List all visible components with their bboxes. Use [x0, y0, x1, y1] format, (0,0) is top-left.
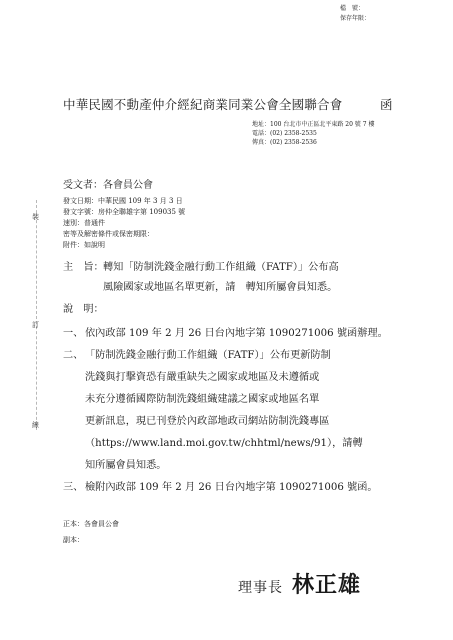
- binding-mark-bind: 裝: [32, 213, 39, 221]
- item-line: 「防制洗錢金融行動工作組織（FATF）」公布更新防制: [85, 350, 331, 361]
- document-number: 發文字號：房仲全聯雄字第 109035 號: [63, 208, 186, 216]
- item-line: （https://www.land.moi.gov.tw/chhtml/news/91），請轉: [85, 438, 363, 449]
- org-address: 地址：100 台北市中正區北平東路 20 號 7 樓: [252, 121, 375, 128]
- org-fax: 傳真：(02) 2358-2536: [252, 139, 317, 146]
- subject-line: 風險國家或地區名單更新，請 轉知所屬會員知悉。: [103, 282, 338, 293]
- binding-mark-staple: 訂: [32, 321, 39, 329]
- item-number: 一、: [63, 328, 84, 339]
- subject-label: 主 旨：: [63, 262, 104, 273]
- organization-title: 中華民國不動產仲介經紀商業同業公會全國聯合會: [63, 97, 343, 112]
- original-recipients: 正本：各會員公會: [63, 520, 119, 528]
- retention-period-label: 保存年限：: [340, 15, 371, 22]
- file-number-label: 檔 號：: [340, 5, 365, 12]
- document-type: 函: [380, 97, 393, 112]
- binding-line: [36, 200, 37, 430]
- subject-line: 轉知「防制洗錢金融行動工作組織（FATF）」公布高: [103, 262, 339, 273]
- security-level: 密等及解密條件或保密期限：: [63, 230, 154, 238]
- signature-name: 林正雄: [292, 573, 362, 598]
- recipient: 受文者：各會員公會: [63, 180, 153, 191]
- signature-title: 理事長: [238, 580, 283, 596]
- item-line: 依內政部 109 年 2 月 26 日台內地字第 1090271006 號函辦理。: [85, 328, 388, 339]
- item-number: 二、: [63, 350, 84, 361]
- item-line: 檢附內政部 109 年 2 月 26 日台內地字第 1090271006 號函。: [85, 482, 378, 493]
- item-line: 洗錢與打擊資恐有嚴重缺失之國家或地區及未遵循或: [85, 372, 320, 383]
- explanation-label: 說 明：: [63, 304, 104, 315]
- item-line: 知所屬會員知悉。: [85, 460, 167, 471]
- attachment: 附件：如說明: [63, 241, 105, 249]
- item-line: 未充分遵循國際防制洗錢組織建議之國家或地區名單: [85, 394, 320, 405]
- org-phone: 電話：(02) 2358-2535: [252, 130, 317, 137]
- delivery-speed: 速別：普通件: [63, 219, 105, 227]
- binding-mark-line: 線: [32, 421, 39, 429]
- issue-date: 發文日期：中華民國 109 年 3 月 3 日: [63, 197, 183, 205]
- item-number: 三、: [63, 482, 84, 493]
- item-line: 更新訊息，現已刊登於內政部地政司網站防制洗錢專區: [85, 416, 330, 427]
- copy-recipients: 副本：: [63, 536, 84, 544]
